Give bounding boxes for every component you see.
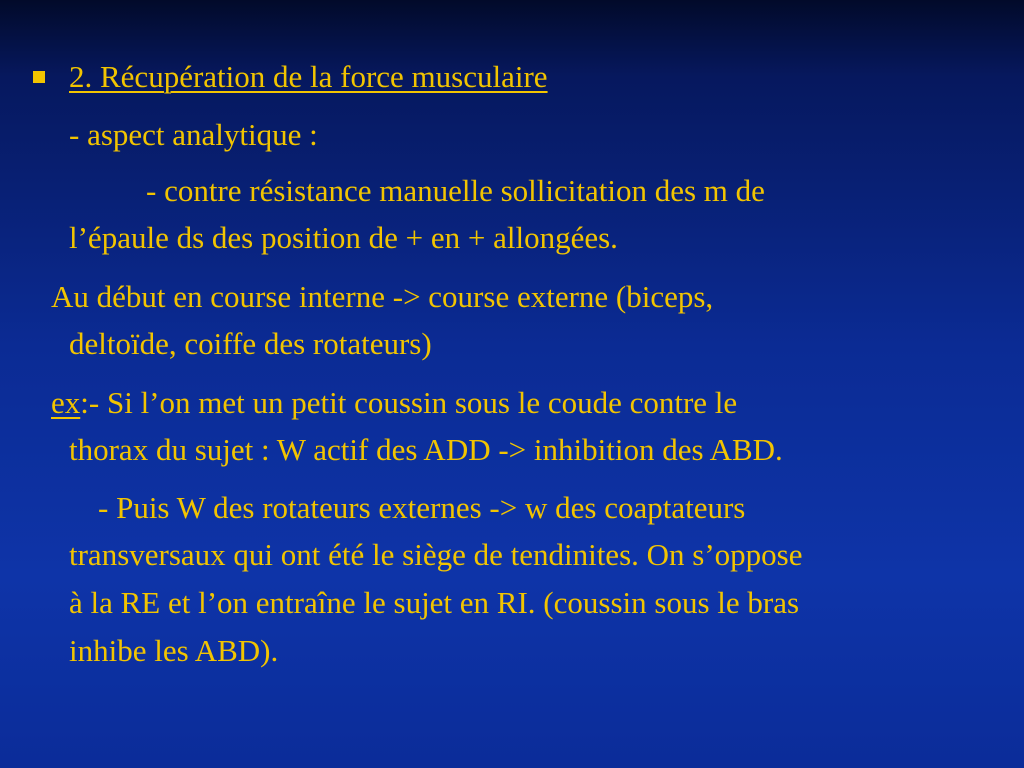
slide-heading: 2. Récupération de la force musculaire [69,59,548,94]
text-line-puis: - Puis W des rotateurs externes -> w des coaptateurs [98,490,746,525]
text-line-inhibe: inhibe les ABD). [69,633,279,668]
text-line-re: à la RE et l’on entraîne le sujet en RI. (coussin sous le bras [69,585,800,620]
text-line-au-debut: Au début en course interne -> course externe (biceps, [51,279,714,314]
text-line-deltoide: deltoïde, coiffe des rotateurs) [69,326,432,361]
text-line-aspect: - aspect analytique : [69,117,318,152]
square-bullet-icon [33,71,45,83]
text-line-epaule: l’épaule ds des position de + en + allongées. [69,220,618,255]
text-line-transversaux: transversaux qui ont été le siège de tendinites. On s’oppose [69,537,803,572]
ex-colon: : [80,385,89,420]
text-line-contre: - contre résistance manuelle sollicitation des m de [146,173,765,208]
ex-text: - Si l’on met un petit coussin sous le coude contre le [88,385,738,420]
text-line-ex [51,380,737,426]
ex-label: ex [51,385,81,420]
text-line-thorax: thorax du sujet : W actif des ADD -> inhibition des ABD. [69,432,783,467]
